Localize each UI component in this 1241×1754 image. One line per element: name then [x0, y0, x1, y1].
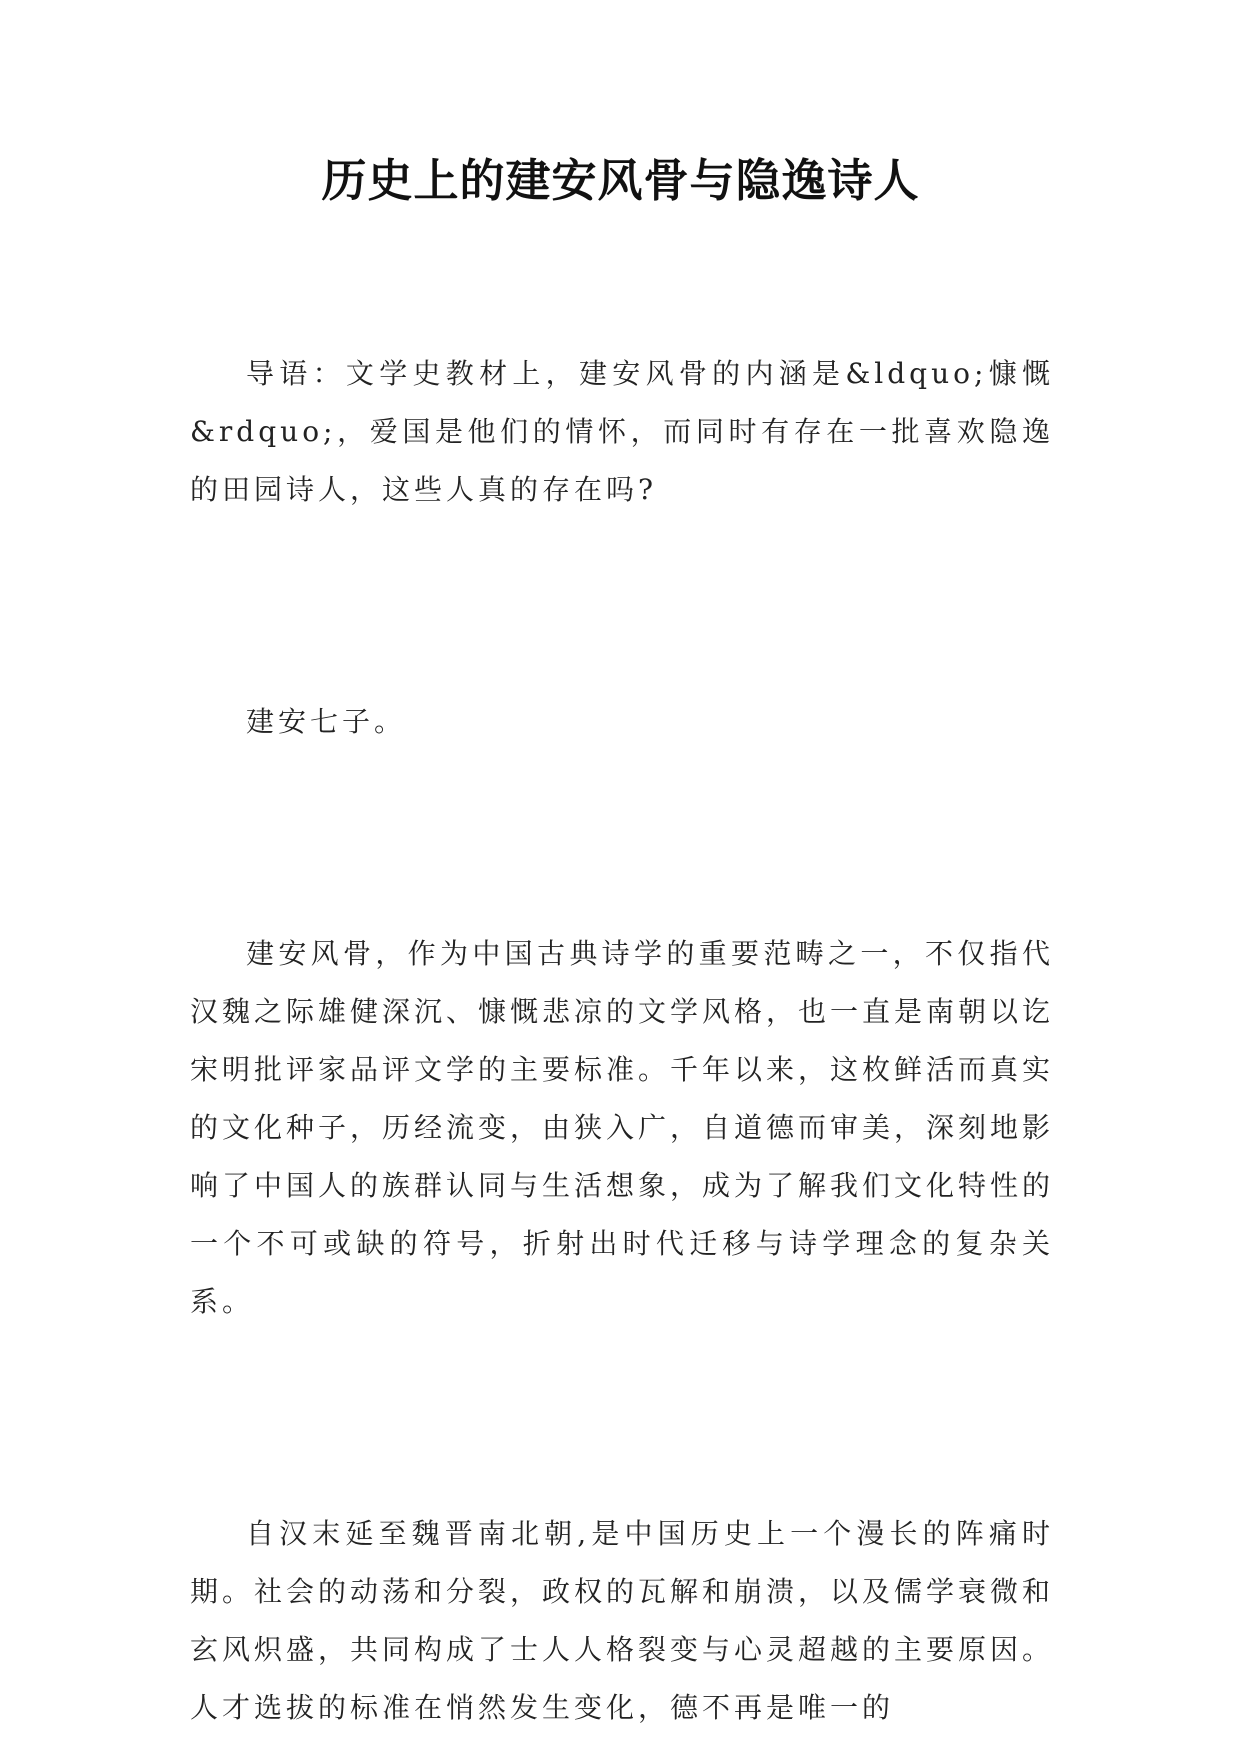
paragraph-body-1: 建安风骨，作为中国古典诗学的重要范畴之一，不仅指代汉魏之际雄健深沉、慷慨悲凉的文学风格，也一直是南朝以讫宋明批评家品评文学的主要标准。千年以来，这枚鲜活而真实的文化种子，历经流变，由狭入广，自道德而审美，深刻地影响了中国人的族群认同与生活想象，成为了解我们文化特性的一个不可或缺的符号，折射出时代迁移与诗学理念的复杂关系。 — [190, 937, 1055, 1318]
document-title: 历史上的建安风骨与隐逸诗人 — [321, 154, 920, 207]
paragraph-intro: 导语：文学史教材上，建安风骨的内涵是&ldquo;慷慨&rdquo;，爱国是他们的情怀，而同时有存在一批喜欢隐逸的田园诗人，这些人真的存在吗? — [190, 357, 1054, 506]
document-body — [190, 345, 1054, 1737]
paragraph-body-2: 自汉末延至魏晋南北朝,是中国历史上一个漫长的阵痛时期。社会的动荡和分裂，政权的瓦解和崩溃，以及儒学衰微和玄风炽盛，共同构成了士人人格裂变与心灵超越的主要原因。人才选拔的标准在悄然发生变化，德不再是唯一的 — [190, 1517, 1055, 1724]
paragraph-spacer — [190, 751, 1054, 925]
paragraph-spacer — [190, 519, 1054, 693]
paragraph-heading: 建安七子。 — [246, 705, 407, 738]
paragraph-spacer — [190, 1331, 1054, 1505]
